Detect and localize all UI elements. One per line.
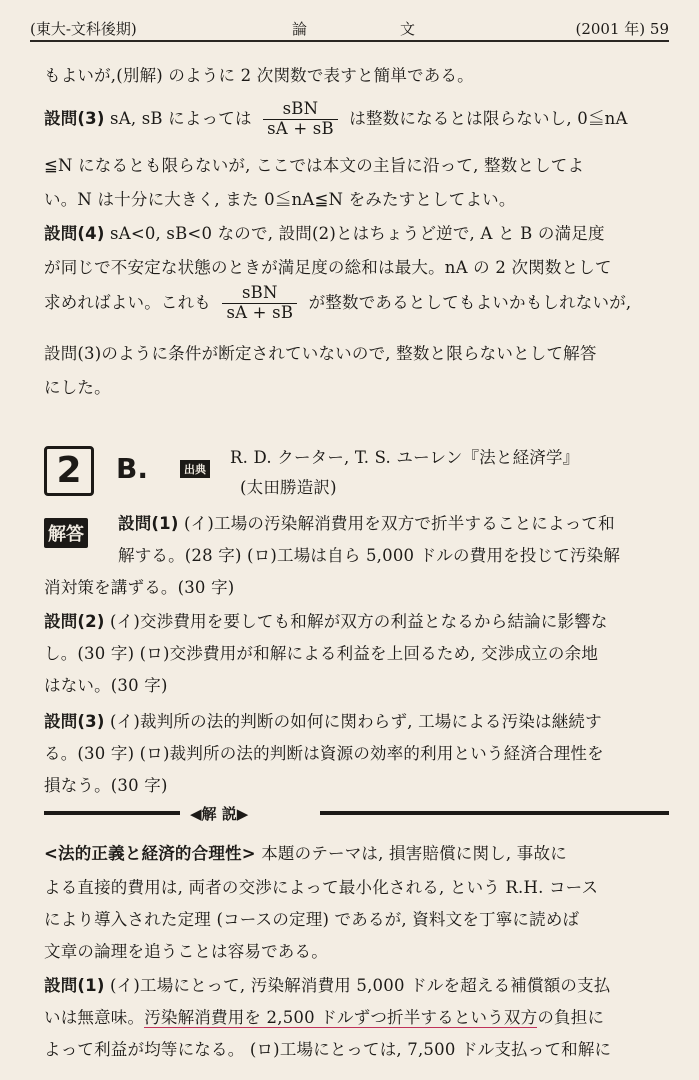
source-tag: 出典	[180, 460, 210, 478]
q4-text: sA<0, sB<0 なので, 設問(2)とはちょうど逆で, A と B の満足度	[110, 224, 605, 243]
header-title-2: 文	[400, 20, 416, 38]
commentary-heading: <法的正義と経済的合理性>	[44, 844, 256, 863]
q3-text-b: は整数になるとは限らないし, 0≦nA	[349, 108, 628, 128]
fraction	[263, 100, 338, 139]
commentary-title: ◀解 説▶	[190, 805, 249, 823]
answer-q1-line	[118, 510, 678, 534]
text-line: にした。	[44, 378, 111, 397]
text-b: が整数であるとしてもよいかもしれないが,	[308, 292, 632, 312]
q3-text-a: sA, sB によっては	[110, 108, 252, 128]
answer-q1-label: 設問(1)	[118, 514, 179, 533]
commentary-q1-line2	[44, 1004, 674, 1028]
part-letter: B.	[116, 452, 148, 485]
text-line: 損なう。(30 字)	[44, 776, 168, 795]
answer-q2-line	[44, 608, 674, 632]
frac-line	[44, 284, 674, 323]
translator-text: (太田勝造訳)	[240, 478, 337, 497]
underlined-text: 汚染解消費用を 2,500 ドルずつ折半するという双方	[144, 1008, 538, 1027]
fraction-denominator: sA + sB	[226, 302, 294, 322]
problem-number: 2	[44, 446, 94, 496]
answer-q3-line	[44, 708, 674, 732]
running-header	[30, 12, 669, 42]
text-line: 消対策を講ずる。(30 字)	[44, 578, 235, 597]
header-year-page: (2001 年) 59	[575, 20, 669, 38]
text-line: 文章の論理を追うことは容易である。	[44, 942, 328, 961]
text-line: ≦N になるとも限らないが, ここでは本文の主旨に沿って, 整数としてよ	[44, 156, 585, 175]
source-text: R. D. クーター, T. S. ユーレン『法と経済学』	[230, 448, 580, 467]
text-line: よる直接的費用は, 両者の交渉によって最小化される, という R.H. コース	[44, 878, 599, 897]
commentary-q1-line	[44, 972, 674, 996]
q4-label: 設問(4)	[44, 224, 105, 243]
fraction-numerator: sBN	[222, 284, 297, 304]
text-line: が同じで不安定な状態のときが満足度の総和は最大。nA の 2 次関数として	[44, 258, 612, 277]
text-a: いは無意味。	[44, 1008, 145, 1027]
q3-line	[44, 100, 674, 139]
answer-q3-label: 設問(3)	[44, 712, 105, 731]
fraction	[222, 284, 297, 323]
text-line: し。(30 字) (ロ)交渉費用が和解による利益を上回るため, 交渉成立の余地	[44, 644, 599, 663]
answer-tag: 解答	[44, 518, 88, 548]
answer-q2-label: 設問(2)	[44, 612, 105, 631]
text-line: もよいが,(別解) のように 2 次関数で表すと簡単である。	[44, 66, 474, 85]
answer-q2-text: (イ)交渉費用を要しても和解が双方の利益となるから結論に影響な	[110, 612, 608, 631]
commentary-p1-line	[44, 840, 674, 864]
answer-q3-text: (イ)裁判所の法的判断の如何に関わらず, 工場による汚染は継続す	[110, 712, 602, 731]
text-line: い。N は十分に大きく, また 0≦nA≦N をみたすとしてよい。	[44, 190, 516, 209]
text-line: により導入された定理 (コースの定理) であるが, 資料文を丁寧に読めば	[44, 910, 580, 929]
fraction-denominator: sA + sB	[267, 118, 334, 138]
text-line: よって利益が均等になる。 (ロ)工場にとっては, 7,500 ドル支払って和解に	[44, 1040, 612, 1059]
commentary-q1-text: (イ)工場にとって, 汚染解消費用 5,000 ドルを超える補償額の支払	[110, 976, 611, 995]
commentary-q1-label: 設問(1)	[44, 976, 105, 995]
fraction-numerator: sBN	[263, 100, 338, 120]
divider-bar-left	[44, 811, 180, 815]
text-line: 設問(3)のように条件が断定されていないので, 整数と限らないとして解答	[44, 344, 597, 363]
q4-line	[44, 220, 674, 244]
commentary-text: 本題のテーマは, 損害賠償に関し, 事故に	[261, 844, 567, 863]
q3-label: 設問(3)	[44, 108, 105, 128]
text-line: る。(30 字) (ロ)裁判所の法的判断は資源の効率的利用という経済合理性を	[44, 744, 604, 763]
answer-q1-text: (イ)工場の汚染解消費用を双方で折半することによって和	[184, 514, 615, 533]
header-source: (東大-文科後期)	[30, 20, 137, 38]
text-line: はない。(30 字)	[44, 676, 168, 695]
text-a: 求めればよい。これも	[44, 292, 211, 312]
header-title-1: 論	[292, 20, 308, 38]
divider-bar-right	[320, 811, 669, 815]
text-line: 解する。(28 字) (ロ)工場は自ら 5,000 ドルの費用を投じて汚染解	[118, 546, 621, 565]
text-b: の負担に	[537, 1008, 605, 1027]
commentary-divider	[44, 803, 669, 823]
